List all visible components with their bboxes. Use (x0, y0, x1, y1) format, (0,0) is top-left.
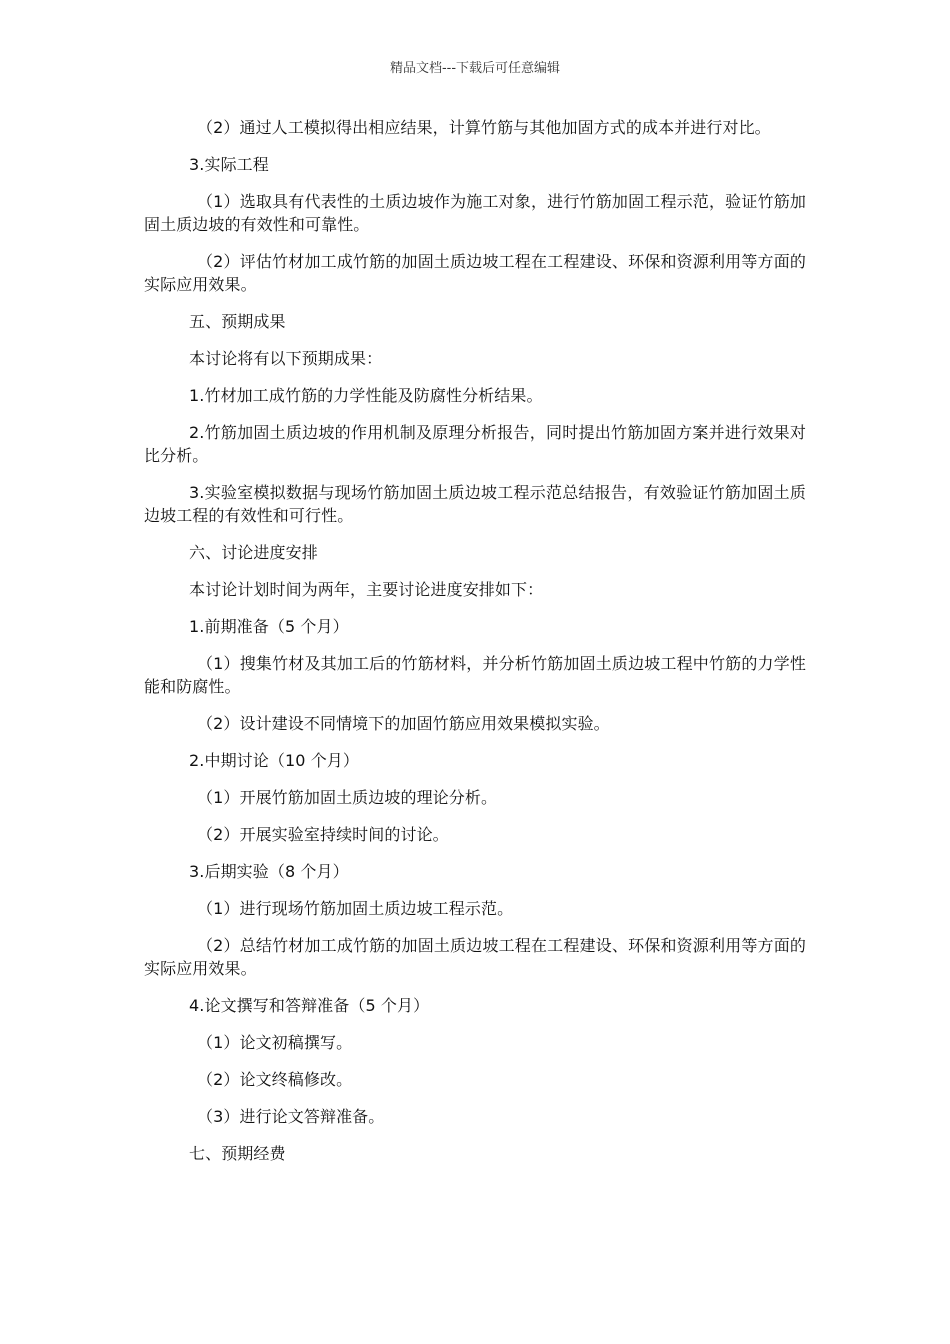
paragraph: （2）设计建设不同情境下的加固竹筋应用效果模拟实验。 (197, 714, 610, 733)
paragraph: （2）通过人工模拟得出相应结果，计算竹筋与其他加固方式的成本并进行对比。 (197, 118, 771, 137)
paragraph: （1）开展竹筋加固土质边坡的理论分析。 (197, 788, 498, 807)
paragraph: 1.竹材加工成竹筋的力学性能及防腐性分析结果。 (189, 386, 543, 405)
paragraph: （1）搜集竹材及其加工后的竹筋材料，并分析竹筋加固土质边坡工程中竹筋的力学性能和防腐性。 (144, 654, 806, 696)
paragraph: 五、预期成果 (189, 312, 286, 331)
paragraph: 2.竹筋加固土质边坡的作用机制及原理分析报告，同时提出竹筋加固方案并进行效果对比分析。 (144, 423, 806, 465)
paragraph: （2）论文终稿修改。 (197, 1070, 353, 1089)
paragraph: 2.中期讨论（10 个月） (189, 751, 360, 770)
paragraph: （1）论文初稿撰写。 (197, 1033, 353, 1052)
paragraph: 本讨论将有以下预期成果： (189, 349, 383, 368)
paragraph: 3.后期实验（8 个月） (189, 862, 349, 881)
paragraph: （3）进行论文答辩准备。 (197, 1107, 385, 1126)
paragraph: 1.前期准备（5 个月） (189, 617, 349, 636)
paragraph: （2）评估竹材加工成竹筋的加固土质边坡工程在工程建设、环保和资源利用等方面的实际应用效果。 (144, 252, 806, 294)
paragraph: 4.论文撰写和答辩准备（5 个月） (189, 996, 430, 1015)
page-header: 精品文档---下载后可任意编辑 (389, 61, 561, 76)
paragraph: 六、讨论进度安排 (189, 543, 318, 562)
paragraph: 七、预期经费 (189, 1144, 286, 1163)
document-body (144, 116, 806, 1179)
paragraph: （1）选取具有代表性的土质边坡作为施工对象，进行竹筋加固工程示范，验证竹筋加固土质边坡的有效性和可靠性。 (144, 192, 806, 234)
paragraph: （1）进行现场竹筋加固土质边坡工程示范。 (197, 899, 514, 918)
paragraph: （2）总结竹材加工成竹筋的加固土质边坡工程在工程建设、环保和资源利用等方面的实际应用效果。 (144, 936, 806, 978)
paragraph: 3.实验室模拟数据与现场竹筋加固土质边坡工程示范总结报告，有效验证竹筋加固土质边坡工程的有效性和可行性。 (144, 483, 806, 525)
paragraph: （2）开展实验室持续时间的讨论。 (197, 825, 449, 844)
paragraph: 3.实际工程 (189, 155, 269, 174)
paragraph: 本讨论计划时间为两年，主要讨论进度安排如下： (189, 580, 544, 599)
